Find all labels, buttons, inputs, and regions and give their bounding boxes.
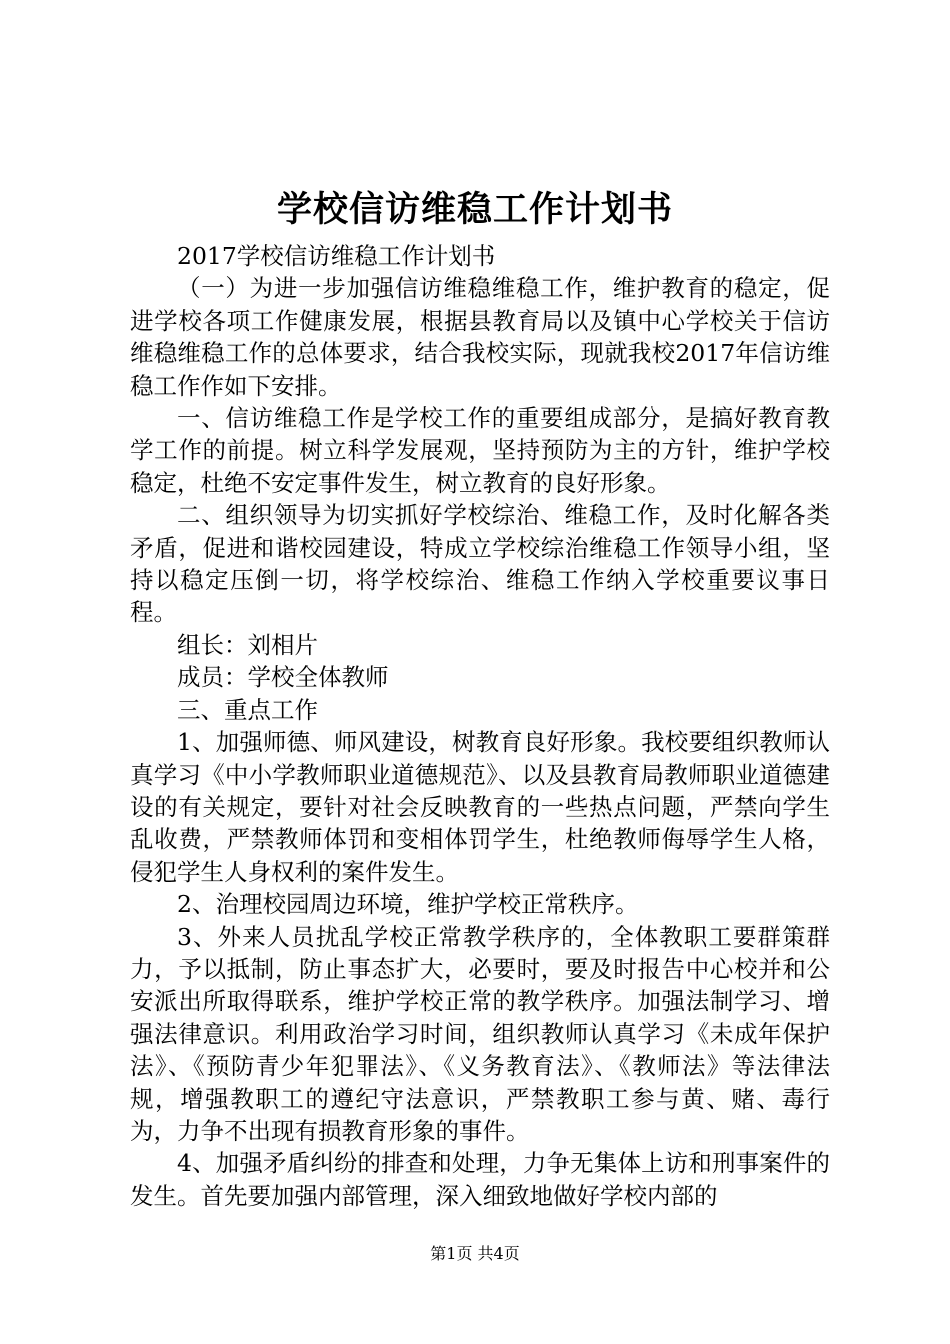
page-footer: 第1页 共4页 xyxy=(430,1244,520,1263)
paragraph: 4、加强矛盾纠纷的排查和处理，力争无集体上访和刑事案件的发生。首先要加强内部管理，深入细致地做好学校内部的 xyxy=(130,1149,830,1210)
paragraph: 2017学校信访维稳工作计划书 xyxy=(177,242,496,270)
paragraph: 二、组织领导为切实抓好学校综治、维稳工作，及时化解各类矛盾，促进和谐校园建设，特成立学校综治维稳工作领导小组，坚持以稳定压倒一切，将学校综治、维稳工作纳入学校重要议事日程。 xyxy=(130,501,830,627)
paragraph: 三、重点工作 xyxy=(177,695,318,724)
paragraph: 3、外来人员扰乱学校正常教学秩序的，全体教职工要群策群力，予以抵制，防止事态扩大，必要时，要及时报告中心校并和公安派出所取得联系，维护学校正常的教学秩序。加强法制学习、增强法律意识。利用政治学习时间，组织教师认真学习《未成年保护法》、《预防青少年犯罪法》、《义务教育法》、《教师法》等法律法规，增强教职工的遵纪守法意识，严禁教职工参与黄、赌、毒行为，力争不出现有损教育形象的事件。 xyxy=(130,922,830,1145)
paragraph: 1、加强师德、师风建设，树教育良好形象。我校要组织教师认真学习《中小学教师职业道德规范》、以及县教育局教师职业道德建设的有关规定，要针对社会反映教育的一些热点问题，严禁向学生乱收费，严禁教师体罚和变相体罚学生，杜绝教师侮辱学生人格，侵犯学生人身权利的案件发生。 xyxy=(130,728,830,886)
paragraph: 一、信访维稳工作是学校工作的重要组成部分，是搞好教育教学工作的前提。树立科学发展观，坚持预防为主的方针，维护学校稳定，杜绝不安定事件发生，树立教育的良好形象。 xyxy=(130,404,830,497)
document-title: 学校信访维稳工作计划书 xyxy=(276,189,673,230)
paragraph: （一）为进一步加强信访维稳维稳工作，维护教育的稳定，促进学校各项工作健康发展，根据县教育局以及镇中心学校关于信访维稳维稳工作的总体要求，结合我校实际，现就我校2017年信访维稳工作作如下安排。 xyxy=(130,274,830,400)
paragraph: 组长：刘相片 xyxy=(177,630,318,659)
paragraph: 成员：学校全体教师 xyxy=(177,663,389,692)
document-body xyxy=(130,240,830,1212)
paragraph: 2、治理校园周边环境，维护学校正常秩序。 xyxy=(177,890,639,919)
